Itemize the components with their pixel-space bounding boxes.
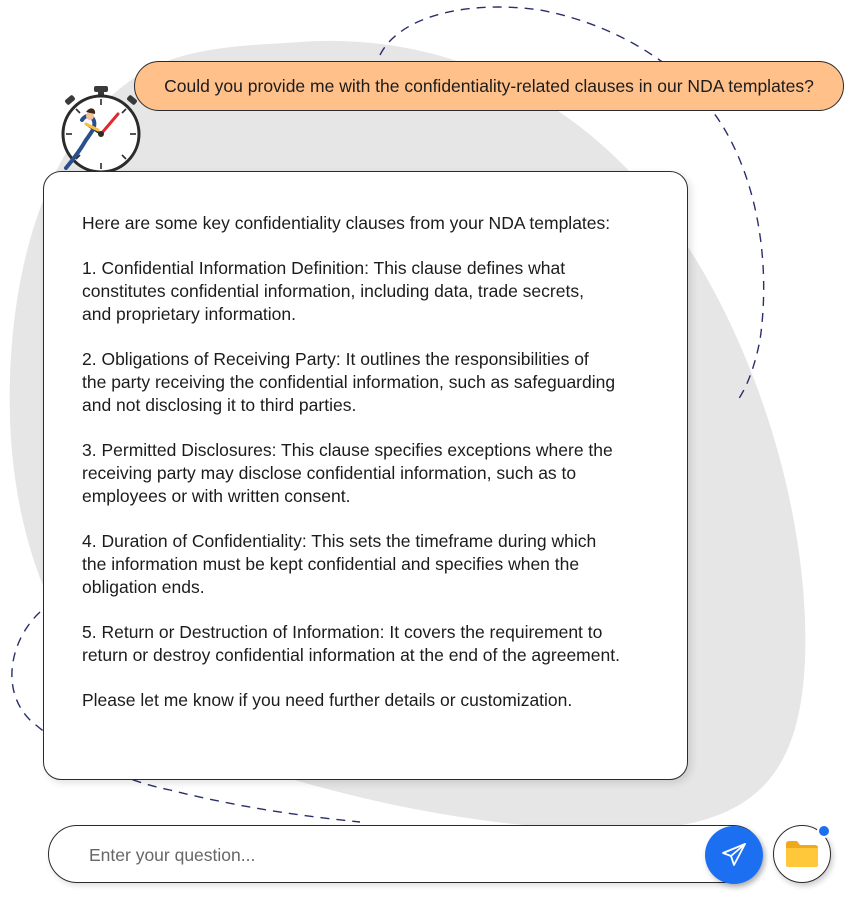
clause-duration: 4. Duration of Confidentiality: This sets the timeframe during which the information must be kept confidential and specifies when the obligation ends.: [82, 531, 597, 597]
folder-icon: [785, 840, 819, 868]
clause-return-destruction: 5. Return or Destruction of Information: It covers the requirement to return or destroy confidential information at the end of the agreement.: [82, 622, 620, 665]
clause-confidential-definition: 1. Confidential Information Definition: This clause defines what constitutes confidential information, including data, trade secrets, and proprietary information.: [82, 258, 584, 324]
response-intro: Here are some key confidentiality clauses from your NDA templates:: [82, 213, 611, 233]
question-input-bar: [48, 825, 762, 883]
clause-receiving-party-obligations: 2. Obligations of Receiving Party: It outlines the responsibilities of the party receiving the confidential information, such as safeguarding and not disclosing it to third parties.: [82, 349, 616, 415]
paper-plane-icon: [720, 841, 748, 869]
user-message-text: Could you provide me with the confidentiality-related clauses in our NDA templates?: [164, 75, 814, 96]
user-message-bubble: [134, 61, 844, 111]
notification-dot: [817, 824, 831, 838]
assistant-response-card: [43, 171, 688, 780]
stopwatch-illustration: [56, 84, 146, 176]
question-input[interactable]: [87, 839, 691, 871]
response-closing: Please let me know if you need further details or customization.: [82, 690, 573, 710]
send-button[interactable]: [705, 826, 763, 884]
clause-permitted-disclosures: 3. Permitted Disclosures: This clause specifies exceptions where the receiving party may disclose confidential information, such as to employees or with written consent.: [82, 440, 613, 506]
